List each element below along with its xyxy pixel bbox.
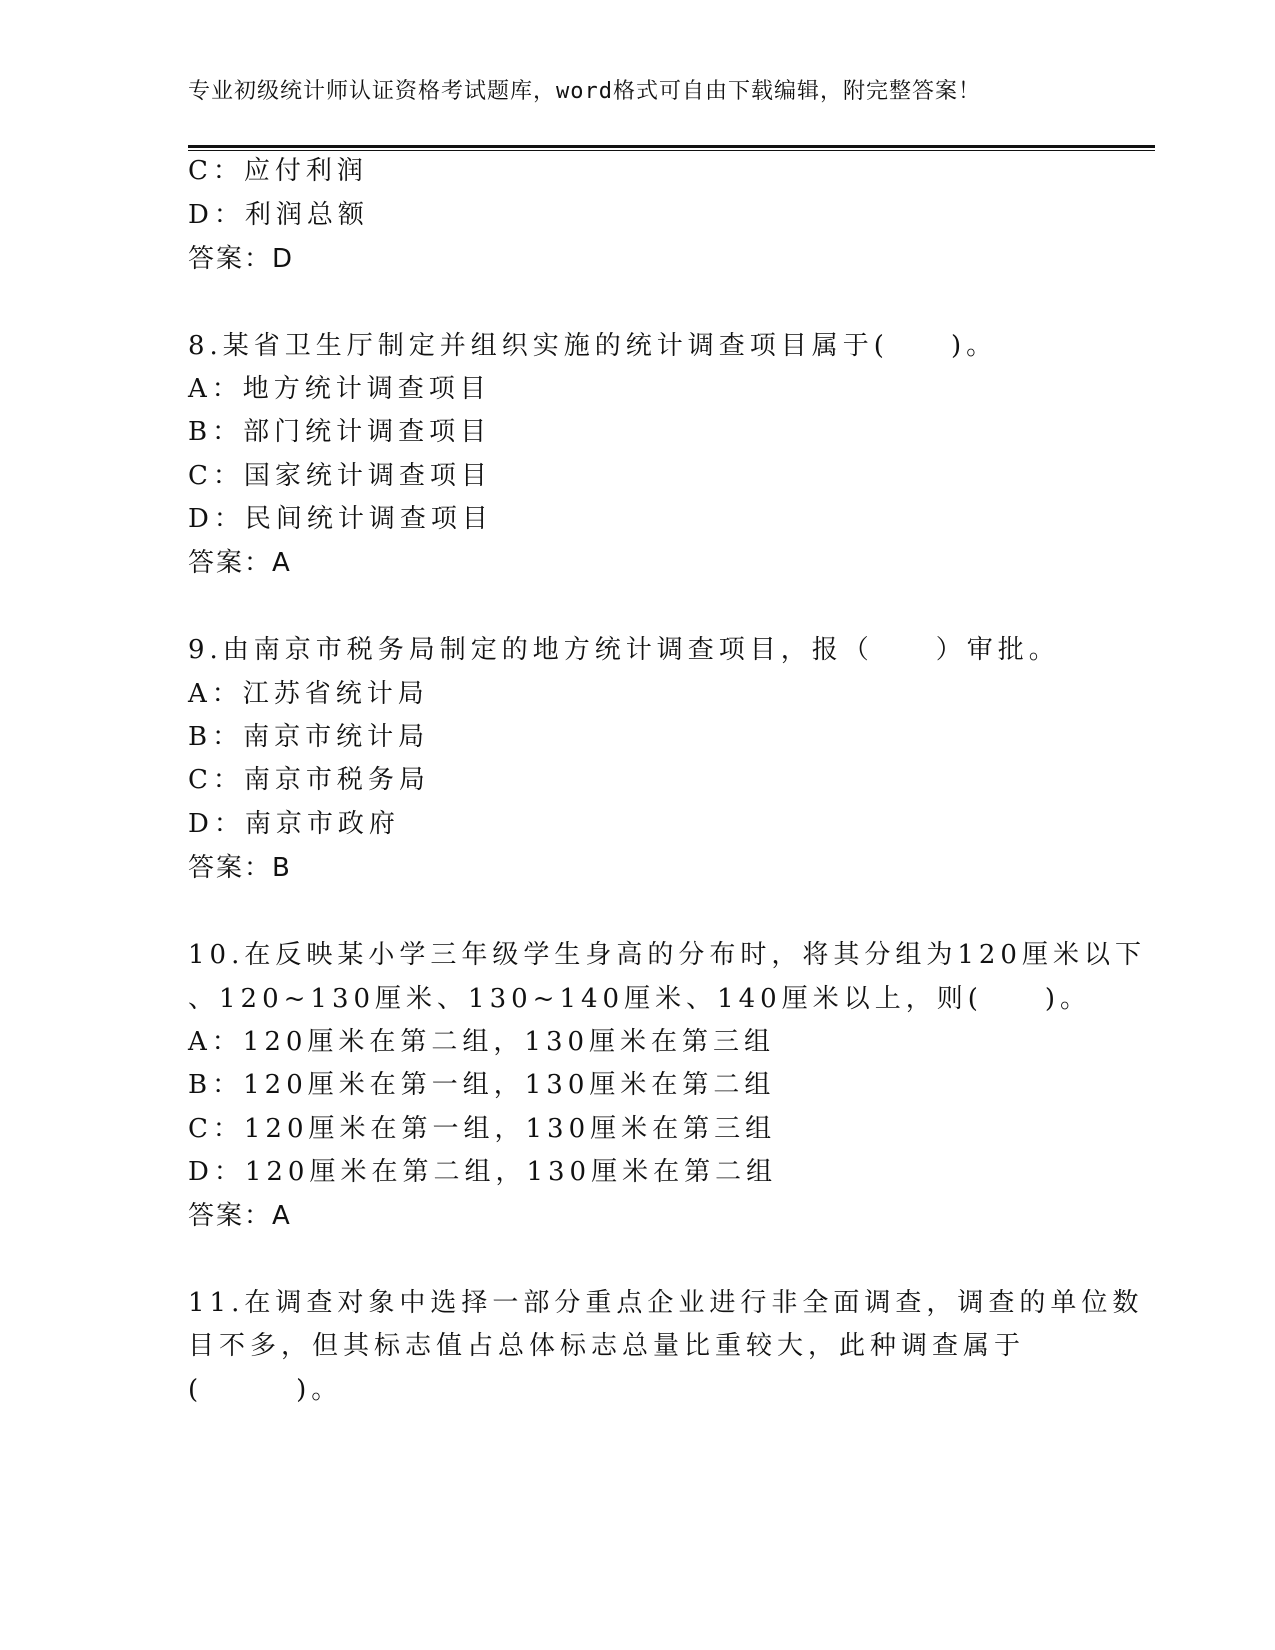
header-rule-thick <box>188 145 1155 148</box>
question-stem: 10.在反映某小学三年级学生身高的分布时，将其分组为120厘米以下 <box>188 940 1146 970</box>
answer: 答案：A <box>188 1201 292 1231</box>
question-stem-continued: 目不多，但其标志值占总体标志总量比重较大，此种调查属于 <box>188 1331 1026 1361</box>
question-stem: 8.某省卫生厅制定并组织实施的统计调查项目属于( )。 <box>188 331 998 361</box>
page-header: 专业初级统计师认证资格考试题库，word格式可自由下载编辑，附完整答案！ <box>188 79 981 104</box>
question-stem-continued: ( )。 <box>188 1375 343 1405</box>
option-b: B：部门统计调查项目 <box>188 417 492 447</box>
option-a: A：地方统计调查项目 <box>188 374 491 404</box>
answer: 答案：B <box>188 853 292 883</box>
option-c: C：国家统计调查项目 <box>188 461 492 491</box>
option-a: A：江苏省统计局 <box>188 679 429 709</box>
option-c: C：120厘米在第一组，130厘米在第三组 <box>188 1114 777 1144</box>
option-b: B：南京市统计局 <box>188 722 430 752</box>
option-d: D：南京市政府 <box>188 809 400 839</box>
option-c: C：应付利润 <box>188 156 368 186</box>
option-d: D：民间统计调查项目 <box>188 504 493 534</box>
header-rule-thin <box>188 150 1155 151</box>
question-stem: 9.由南京市税务局制定的地方统计调查项目，报（ ）审批。 <box>188 635 1060 665</box>
option-d: D：120厘米在第二组，130厘米在第二组 <box>188 1157 778 1187</box>
option-b: B：120厘米在第一组，130厘米在第二组 <box>188 1070 776 1100</box>
question-stem: 11.在调查对象中选择一部分重点企业进行非全面调查，调查的单位数 <box>188 1288 1144 1318</box>
answer: 答案：D <box>188 244 295 274</box>
question-stem-continued: 、120~130厘米、130~140厘米、140厘米以上，则( )。 <box>188 984 1091 1014</box>
option-a: A：120厘米在第二组，130厘米在第三组 <box>188 1027 776 1057</box>
answer: 答案：A <box>188 548 292 578</box>
option-d: D：利润总额 <box>188 200 369 230</box>
option-c: C：南京市税务局 <box>188 765 430 795</box>
